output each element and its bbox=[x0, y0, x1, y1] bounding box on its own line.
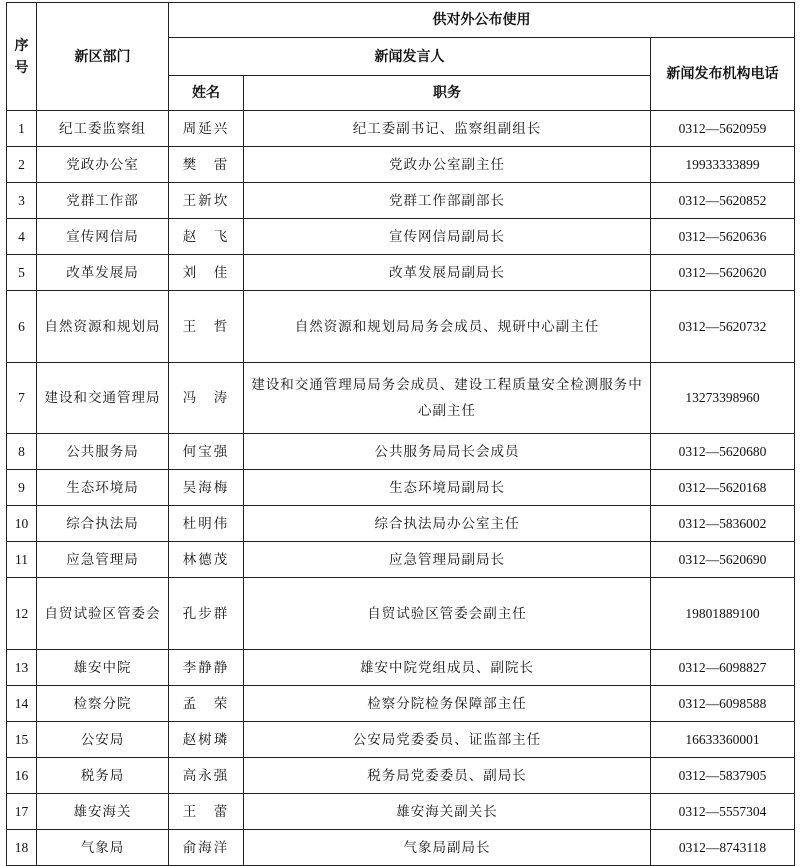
row-seq: 15 bbox=[7, 722, 37, 758]
row-seq: 11 bbox=[7, 542, 37, 578]
name-header: 姓名 bbox=[169, 76, 244, 111]
row-department: 税务局 bbox=[37, 758, 169, 794]
row-name: 李静静 bbox=[169, 650, 244, 686]
row-position: 检察分院检务保障部主任 bbox=[244, 686, 651, 722]
table-row bbox=[7, 506, 795, 542]
table-row bbox=[7, 722, 795, 758]
row-phone: 19801889100 bbox=[651, 578, 795, 650]
row-phone: 0312—5620620 bbox=[651, 255, 795, 291]
row-position: 气象局副局长 bbox=[244, 830, 651, 866]
row-department: 雄安海关 bbox=[37, 794, 169, 830]
row-name: 孟 荣 bbox=[169, 686, 244, 722]
row-seq: 14 bbox=[7, 686, 37, 722]
table-row bbox=[7, 111, 795, 147]
row-phone: 0312—5620732 bbox=[651, 291, 795, 363]
row-phone: 0312—5620852 bbox=[651, 183, 795, 219]
table-row bbox=[7, 830, 795, 866]
table-row bbox=[7, 650, 795, 686]
row-department: 综合执法局 bbox=[37, 506, 169, 542]
row-name: 何宝强 bbox=[169, 434, 244, 470]
row-position: 自贸试验区管委会副主任 bbox=[244, 578, 651, 650]
row-department: 纪工委监察组 bbox=[37, 111, 169, 147]
table-row bbox=[7, 434, 795, 470]
row-position: 应急管理局副局长 bbox=[244, 542, 651, 578]
table-row bbox=[7, 183, 795, 219]
row-phone: 0312—5836002 bbox=[651, 506, 795, 542]
row-department: 生态环境局 bbox=[37, 470, 169, 506]
header-row-1 bbox=[7, 3, 795, 38]
row-seq: 1 bbox=[7, 111, 37, 147]
row-name: 杜明伟 bbox=[169, 506, 244, 542]
row-seq: 16 bbox=[7, 758, 37, 794]
row-name: 俞海洋 bbox=[169, 830, 244, 866]
row-seq: 18 bbox=[7, 830, 37, 866]
row-department: 改革发展局 bbox=[37, 255, 169, 291]
table-row bbox=[7, 794, 795, 830]
row-department: 建设和交通管理局 bbox=[37, 363, 169, 434]
row-name: 王新坎 bbox=[169, 183, 244, 219]
row-department: 宣传网信局 bbox=[37, 219, 169, 255]
row-name: 赵树璘 bbox=[169, 722, 244, 758]
table-row bbox=[7, 686, 795, 722]
row-seq: 8 bbox=[7, 434, 37, 470]
row-seq: 13 bbox=[7, 650, 37, 686]
row-department: 检察分院 bbox=[37, 686, 169, 722]
row-position: 税务局党委委员、副局长 bbox=[244, 758, 651, 794]
row-phone: 19933333899 bbox=[651, 147, 795, 183]
row-name: 王 蕾 bbox=[169, 794, 244, 830]
row-seq: 10 bbox=[7, 506, 37, 542]
spokesperson-header: 新闻发言人 bbox=[169, 38, 651, 76]
table-row bbox=[7, 542, 795, 578]
row-name: 樊 雷 bbox=[169, 147, 244, 183]
row-seq: 17 bbox=[7, 794, 37, 830]
row-phone: 0312—8743118 bbox=[651, 830, 795, 866]
public-use-header: 供对外公布使用 bbox=[169, 3, 795, 38]
table-row bbox=[7, 291, 795, 363]
seq-header: 序号 bbox=[7, 3, 37, 111]
row-department: 公安局 bbox=[37, 722, 169, 758]
row-name: 赵 飞 bbox=[169, 219, 244, 255]
row-phone: 0312—5620168 bbox=[651, 470, 795, 506]
position-header: 职务 bbox=[244, 76, 651, 111]
row-department: 雄安中院 bbox=[37, 650, 169, 686]
table-row bbox=[7, 470, 795, 506]
row-position: 宣传网信局副局长 bbox=[244, 219, 651, 255]
row-seq: 7 bbox=[7, 363, 37, 434]
row-name: 林德茂 bbox=[169, 542, 244, 578]
table-row bbox=[7, 255, 795, 291]
row-department: 应急管理局 bbox=[37, 542, 169, 578]
row-phone: 0312—6098827 bbox=[651, 650, 795, 686]
phone-header: 新闻发布机构电话 bbox=[651, 38, 795, 111]
row-department: 气象局 bbox=[37, 830, 169, 866]
row-seq: 12 bbox=[7, 578, 37, 650]
row-name: 孔步群 bbox=[169, 578, 244, 650]
row-seq: 6 bbox=[7, 291, 37, 363]
row-name: 刘 佳 bbox=[169, 255, 244, 291]
spokesperson-table bbox=[6, 2, 795, 866]
row-name: 周延兴 bbox=[169, 111, 244, 147]
row-position: 雄安中院党组成员、副院长 bbox=[244, 650, 651, 686]
department-header: 新区部门 bbox=[37, 3, 169, 111]
row-department: 自贸试验区管委会 bbox=[37, 578, 169, 650]
row-name: 吴海梅 bbox=[169, 470, 244, 506]
table-row bbox=[7, 578, 795, 650]
row-position: 党政办公室副主任 bbox=[244, 147, 651, 183]
row-department: 公共服务局 bbox=[37, 434, 169, 470]
table-row bbox=[7, 363, 795, 434]
row-position: 综合执法局办公室主任 bbox=[244, 506, 651, 542]
row-position: 党群工作部副部长 bbox=[244, 183, 651, 219]
row-phone: 16633360001 bbox=[651, 722, 795, 758]
row-department: 自然资源和规划局 bbox=[37, 291, 169, 363]
table-row bbox=[7, 758, 795, 794]
row-phone: 0312—5620636 bbox=[651, 219, 795, 255]
row-department: 党政办公室 bbox=[37, 147, 169, 183]
row-phone: 0312—5837905 bbox=[651, 758, 795, 794]
row-position: 改革发展局副局长 bbox=[244, 255, 651, 291]
row-phone: 13273398960 bbox=[651, 363, 795, 434]
row-position: 纪工委副书记、监察组副组长 bbox=[244, 111, 651, 147]
row-name: 王 哲 bbox=[169, 291, 244, 363]
row-name: 冯 涛 bbox=[169, 363, 244, 434]
row-position: 生态环境局副局长 bbox=[244, 470, 651, 506]
row-position: 雄安海关副关长 bbox=[244, 794, 651, 830]
row-position: 自然资源和规划局局务会成员、规研中心副主任 bbox=[244, 291, 651, 363]
row-name: 高永强 bbox=[169, 758, 244, 794]
row-position: 公安局党委委员、证监部主任 bbox=[244, 722, 651, 758]
row-phone: 0312—6098588 bbox=[651, 686, 795, 722]
row-phone: 0312—5620680 bbox=[651, 434, 795, 470]
row-position: 公共服务局局长会成员 bbox=[244, 434, 651, 470]
row-position: 建设和交通管理局局务会成员、建设工程质量安全检测服务中心副主任 bbox=[244, 363, 651, 434]
row-phone: 0312—5620690 bbox=[651, 542, 795, 578]
row-seq: 9 bbox=[7, 470, 37, 506]
row-phone: 0312—5557304 bbox=[651, 794, 795, 830]
row-department: 党群工作部 bbox=[37, 183, 169, 219]
row-seq: 4 bbox=[7, 219, 37, 255]
row-seq: 5 bbox=[7, 255, 37, 291]
row-seq: 3 bbox=[7, 183, 37, 219]
row-phone: 0312—5620959 bbox=[651, 111, 795, 147]
table-row bbox=[7, 219, 795, 255]
table-row bbox=[7, 147, 795, 183]
row-seq: 2 bbox=[7, 147, 37, 183]
